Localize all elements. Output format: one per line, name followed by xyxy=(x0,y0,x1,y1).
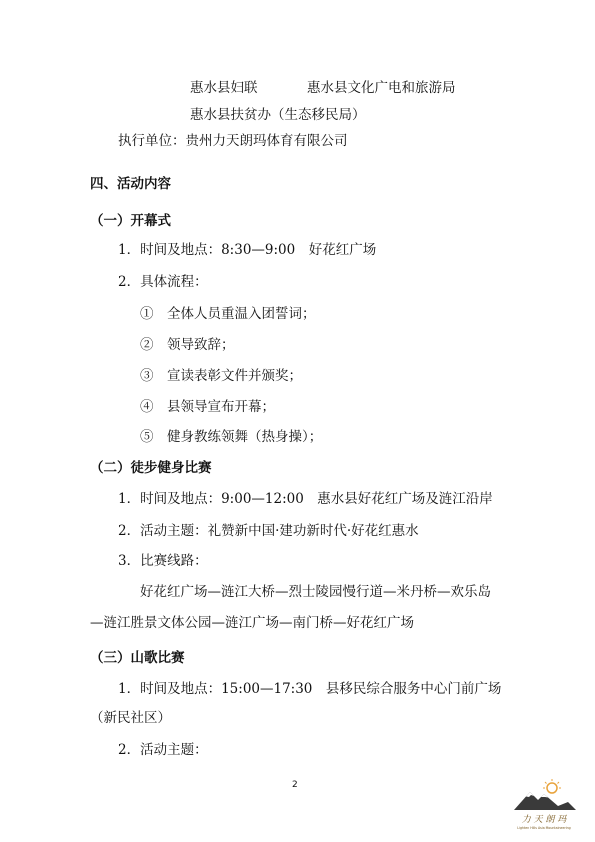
procedure-item: ③ 宣读表彰文件并颁奖； xyxy=(140,368,302,384)
subsection-hiking: （二）徒步健身比赛 xyxy=(90,460,212,476)
opening-procedure-label: 2．具体流程： xyxy=(118,274,208,290)
procedure-item: ④ 县领导宣布开幕； xyxy=(140,399,275,415)
svg-text:Lighten Hills Asia Mountaineer: Lighten Hills Asia Mountaineering xyxy=(517,826,571,830)
procedure-item: ① 全体人员重温入团誓词； xyxy=(140,306,316,322)
hiking-route-line: 好花红广场—涟江大桥—烈士陵园慢行道—米丹桥—欢乐岛 xyxy=(140,584,491,600)
procedure-item: ⑤ 健身教练领舞（热身操）； xyxy=(140,429,323,445)
hiking-time-place: 1．时间及地点：9:00—12:00 惠水县好花红广场及涟江沿岸 xyxy=(118,491,493,507)
subsection-folk-song: （三）山歌比赛 xyxy=(90,650,185,666)
executing-unit: 执行单位：贵州力天朗玛体育有限公司 xyxy=(118,133,348,149)
hiking-route-label: 3．比赛线路： xyxy=(118,553,208,569)
svg-text:力 天 朗 玛: 力 天 朗 玛 xyxy=(521,815,567,825)
organizer-poverty-office: 惠水县扶贫办（生态移民局） xyxy=(190,107,366,123)
folk-song-place-note: （新民社区） xyxy=(90,710,171,726)
mountain-logo-icon xyxy=(508,776,580,832)
procedure-item: ② 领导致辞； xyxy=(140,337,235,353)
hiking-route-line: —涟江胜景文体公园—涟江广场—南门桥—好花红广场 xyxy=(90,615,414,631)
page-number: 2 xyxy=(292,780,298,790)
organizer-culture-bureau: 惠水县文化广电和旅游局 xyxy=(307,80,456,96)
company-logo xyxy=(508,776,580,832)
subsection-opening: （一）开幕式 xyxy=(90,213,171,229)
organizer-womens-federation: 惠水县妇联 xyxy=(190,80,258,96)
hiking-theme: 2．活动主题：礼赞新中国·建功新时代·好花红惠水 xyxy=(118,523,419,539)
folk-song-theme-label: 2．活动主题： xyxy=(118,742,208,758)
section-heading-activities: 四、活动内容 xyxy=(90,176,171,192)
opening-time-place: 1．时间及地点：8:30—9:00 好花红广场 xyxy=(118,242,377,258)
folk-song-time-place: 1．时间及地点：15:00—17:30 县移民综合服务中心门前广场 xyxy=(118,681,502,697)
